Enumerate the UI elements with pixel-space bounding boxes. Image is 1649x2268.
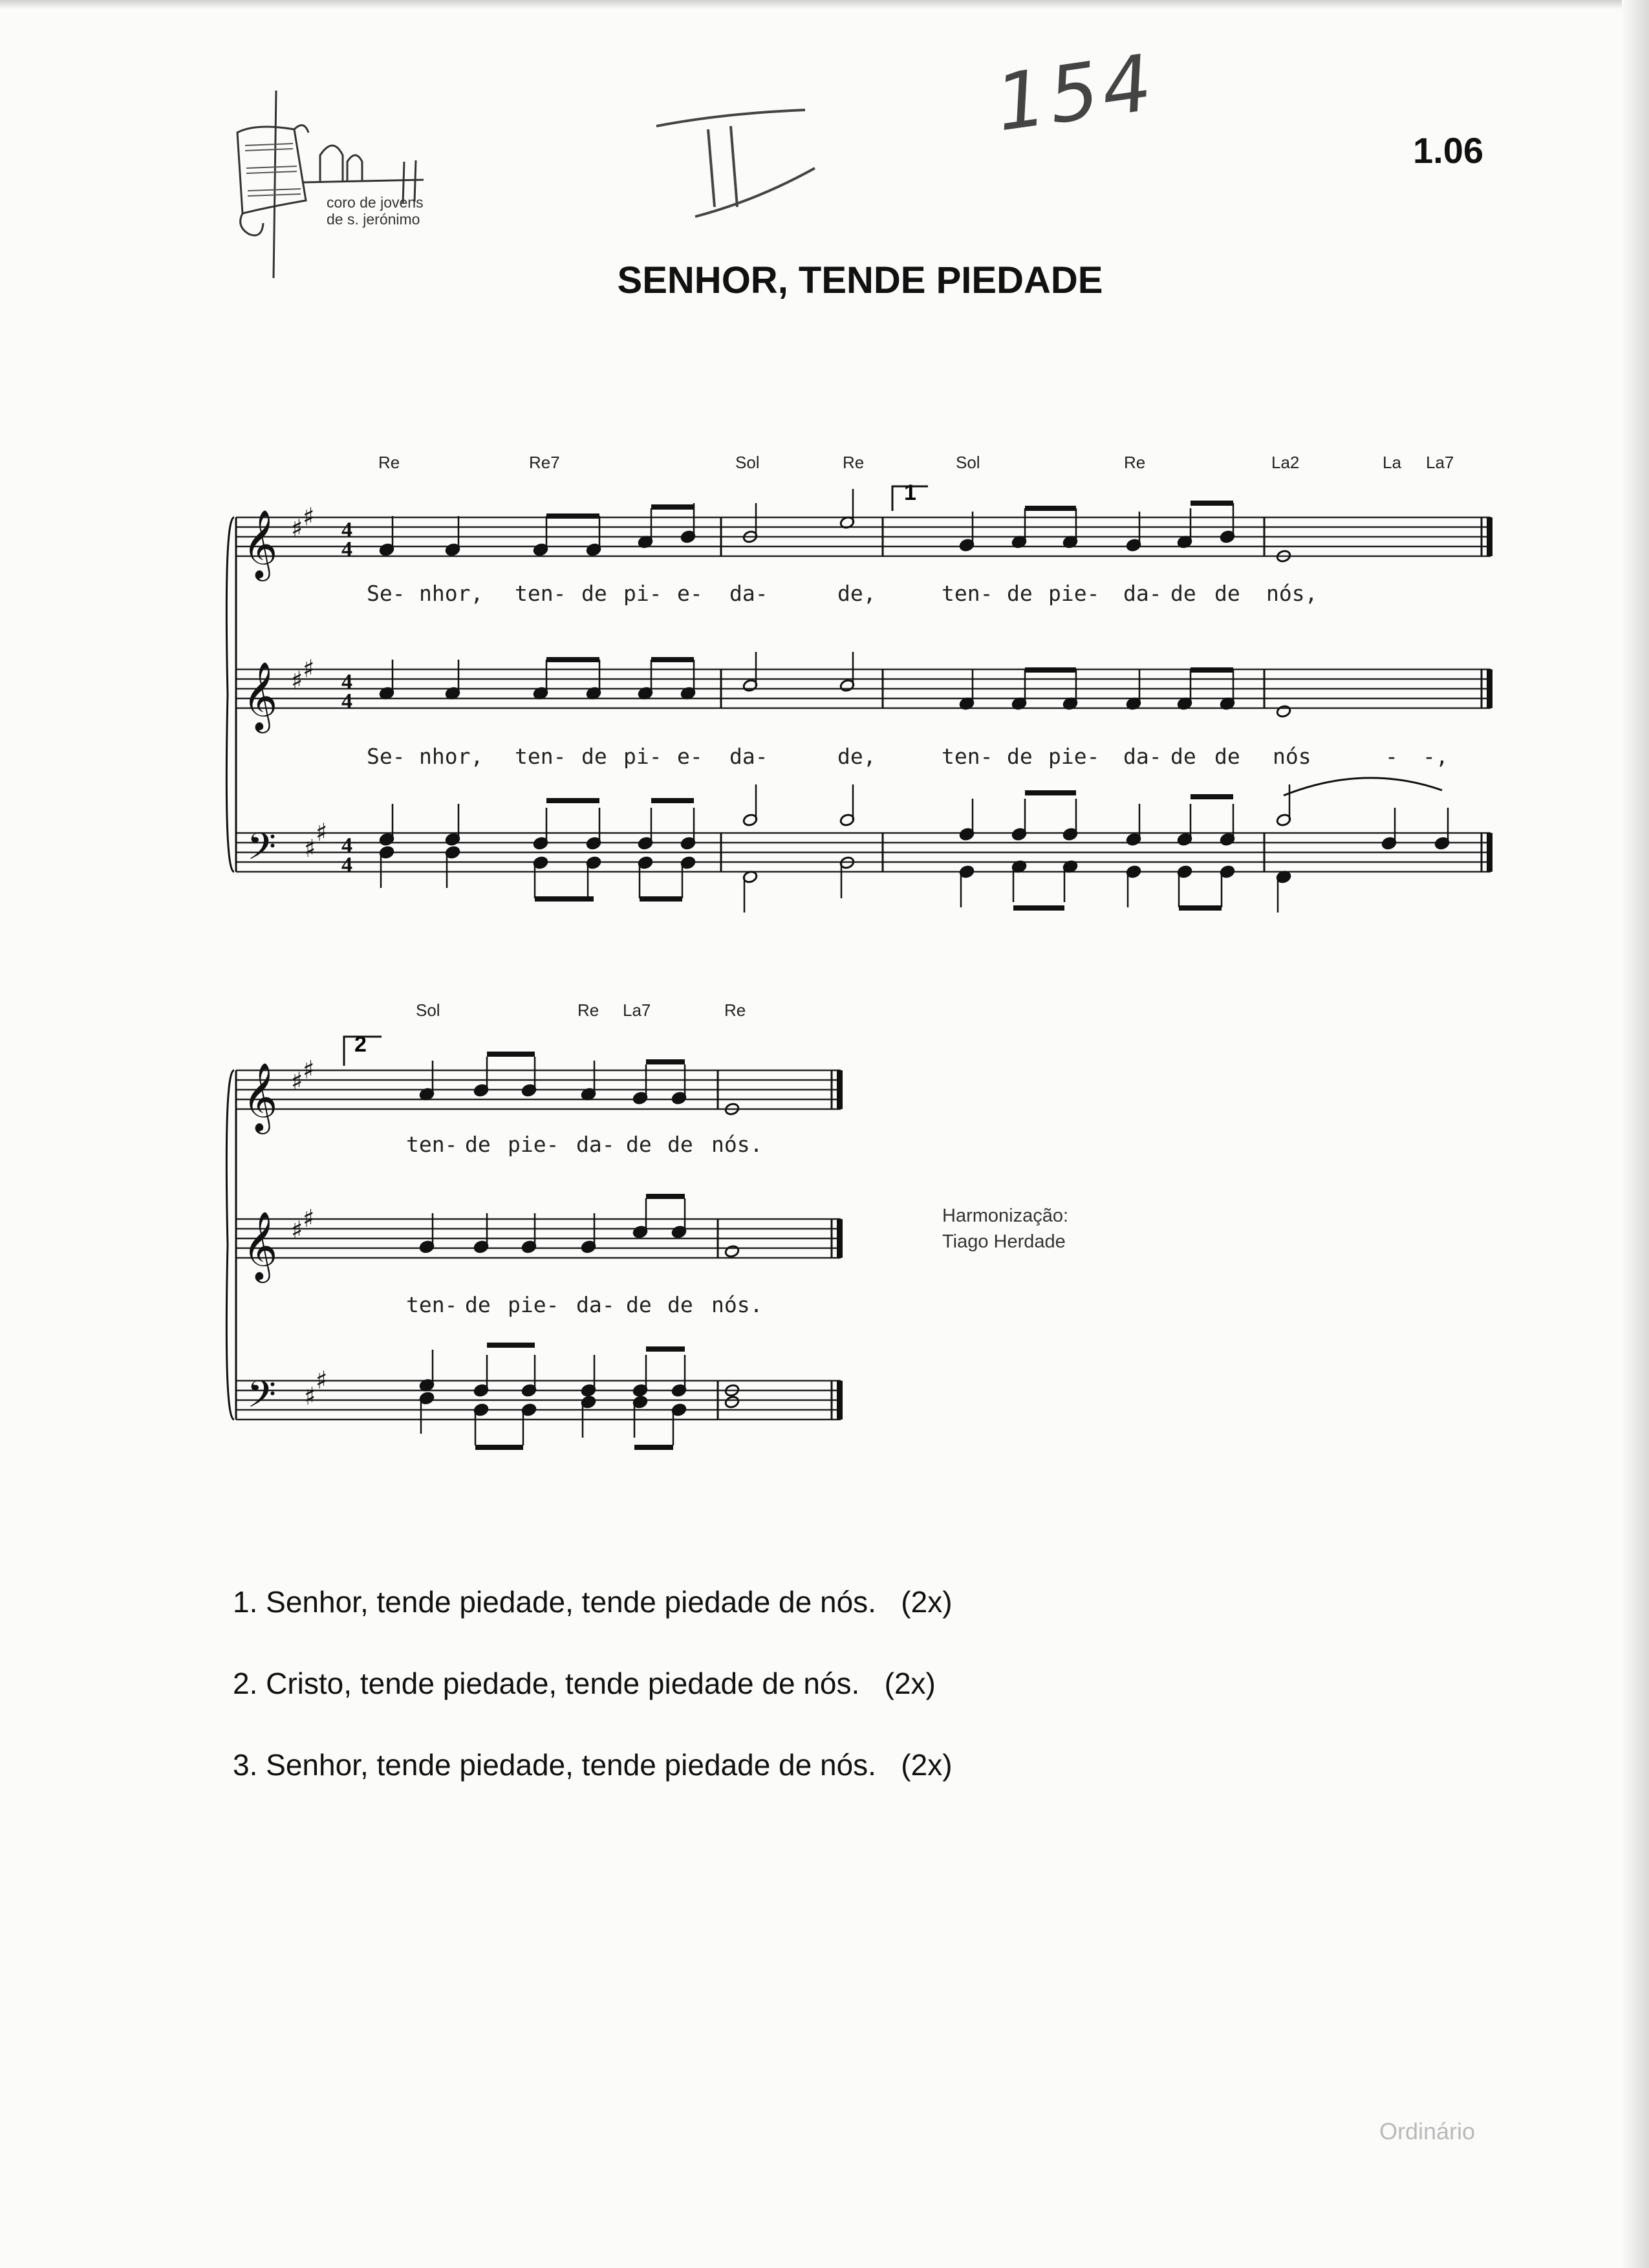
lyric-s2-lower: de [667,1292,693,1317]
lyric-s2-upper: de [465,1132,491,1157]
lyric-lower: Se- [367,744,405,769]
note-beam [546,513,599,519]
section-footer: Ordinário [1379,2118,1476,2144]
lyric-s2-upper: da- [576,1132,615,1157]
time-signature-bottom: 4 [341,537,352,561]
note-beam [487,1343,535,1348]
lyric-s2-lower: nós. [711,1292,763,1317]
document-number: 1.06 [1413,130,1483,171]
lyric-lower: ten- [942,744,993,769]
note-beam [1013,905,1064,911]
treble-clef: 𝄞 [242,1062,278,1131]
note-beam [651,504,694,510]
logo-text-line2: de s. jerónimo [327,211,420,228]
lyric-upper: de [1214,581,1240,606]
final-barline-thick [1487,669,1493,708]
final-barline-thick [837,1381,843,1420]
lyric-upper: da- [729,581,768,606]
notehead [724,1245,740,1258]
lyric-upper: Se- [367,581,405,606]
time-signature-top: 4 [341,518,352,542]
note-beam [1191,501,1233,506]
handwritten-number: 154 [990,38,1161,149]
treble-clef: 𝄞 [242,509,278,578]
lyric-upper: da- [1123,581,1162,606]
note-beam [651,798,694,803]
chord-4: Re [843,453,865,472]
key-sharp-icon: ♯ [303,1055,315,1084]
lyric-upper: e- [677,581,703,606]
lyric-s2-lower: de [465,1292,491,1317]
lyric-upper: nhor, [419,581,484,606]
note-beam [1025,506,1076,511]
time-signature-top: 4 [341,670,352,694]
key-sharp-icon: ♯ [303,654,315,683]
lyric-s2-upper: pie- [508,1132,559,1157]
logo-text-line1: coro de jovens [327,194,424,211]
lyric-upper: nós, [1266,581,1318,606]
key-sharp-icon: ♯ [316,1366,328,1394]
note-beam [1025,790,1076,795]
chord-s2-2: Re [577,1000,599,1020]
chord-s2-4: Re [724,1000,746,1020]
key-sharp-icon: ♯ [304,1382,316,1410]
time-signature-bottom: 4 [341,853,352,877]
lyric-lower: de [581,744,607,769]
final-barline-thick [1487,833,1493,872]
ending-2-label: 2 [354,1032,367,1057]
key-sharp-icon: ♯ [304,834,316,863]
lyric-lower: pie- [1048,744,1100,769]
lyric-upper: pi- [623,581,662,606]
ending-1-label: 1 [904,481,916,505]
bass-clef: 𝄢 [247,1372,277,1425]
note-beam [535,896,594,902]
note-beam [1025,667,1076,673]
lyric-upper: de [1007,581,1033,606]
note-beam [646,1194,685,1199]
harmonization-credit [942,1203,1068,1255]
lyric-upper: pie- [1048,581,1100,606]
note-beam [487,1052,535,1057]
lyric-lower: ten- [515,744,566,769]
lyric-s2-lower: ten- [406,1292,458,1317]
chord-9: La7 [1426,453,1454,472]
lyric-lower: e- [677,744,703,769]
time-signature-top: 4 [341,834,352,858]
verse-1: 1. Senhor, tende piedade, tende piedade de nós. (2x) [233,1585,953,1619]
lyric-s2-upper: de [626,1132,652,1157]
note-beam [1191,667,1233,673]
note-beam [646,1059,685,1064]
notehead [1276,705,1291,718]
lyric-lower: da- [1123,744,1162,769]
lyric-lower: pi- [623,744,662,769]
system-brace [226,517,234,872]
treble-clef: 𝄞 [242,1211,278,1280]
credit-label: Harmonização: [942,1205,1069,1226]
key-sharp-icon: ♯ [291,1216,303,1244]
key-sharp-icon: ♯ [291,514,303,543]
lyric-lower: de, [837,744,876,769]
tie-arc [1284,778,1442,795]
note-beam [651,657,694,662]
key-sharp-icon: ♯ [303,1204,315,1233]
final-barline-thick [837,1219,843,1258]
lyric-lower: nós [1273,744,1311,769]
chord-7: La2 [1271,453,1300,472]
notehead [724,1396,740,1409]
lyric-upper: de [1170,581,1196,606]
chord-s2-1: Sol [416,1000,440,1020]
time-signature-bottom: 4 [341,689,352,713]
note-beam [475,1445,523,1450]
system-brace [226,1070,234,1420]
note-beam [546,657,599,662]
chord-2: Re7 [529,453,560,472]
lyric-lower: de [1007,744,1033,769]
lyric-upper: de [581,581,607,606]
credit-name: Tiago Herdade [942,1231,1066,1252]
lyric-s2-lower: de [626,1292,652,1317]
verse-list [233,1584,953,1829]
chord-s2-3: La7 [623,1000,651,1020]
lyric-lower: -, [1423,744,1449,769]
bass-clef: 𝄢 [247,825,277,878]
note-beam [1179,905,1222,911]
lyric-lower: de [1170,744,1196,769]
lyric-upper: ten- [942,581,993,606]
lyric-lower: - [1385,744,1398,769]
lyric-s2-upper: de [667,1132,693,1157]
key-sharp-icon: ♯ [291,666,303,695]
lyric-s2-lower: pie- [508,1292,559,1317]
lyric-s2-upper: nós. [711,1132,763,1157]
verse-2: 2. Cristo, tende piedade, tende piedade de nós. (2x) [233,1667,936,1700]
lyric-lower: nhor, [419,744,484,769]
chord-1: Re [378,453,400,472]
chord-5: Sol [956,453,980,472]
chord-8: La [1383,453,1401,472]
lyric-upper: ten- [515,581,566,606]
note-beam [546,798,599,803]
chord-6: Re [1124,453,1146,472]
treble-clef: 𝄞 [242,661,278,730]
song-title: SENHOR, TENDE PIEDADE [617,259,1103,301]
lyric-lower: da- [729,744,768,769]
final-barline-thick [837,1070,843,1109]
note-beam [640,896,682,902]
final-barline-thick [1487,517,1493,556]
note-beam [1191,794,1233,799]
key-sharp-icon: ♯ [316,818,328,847]
lyric-lower: de [1214,744,1240,769]
chord-3: Sol [735,453,760,472]
verse-3: 3. Senhor, tende piedade, tende piedade de nós. (2x) [233,1748,953,1782]
lyric-upper: de, [837,581,876,606]
key-sharp-icon: ♯ [303,502,315,531]
key-sharp-icon: ♯ [291,1067,303,1096]
lyric-s2-lower: da- [576,1292,615,1317]
note-beam [646,1346,685,1352]
lyric-s2-upper: ten- [406,1132,458,1157]
note-beam [634,1445,673,1450]
